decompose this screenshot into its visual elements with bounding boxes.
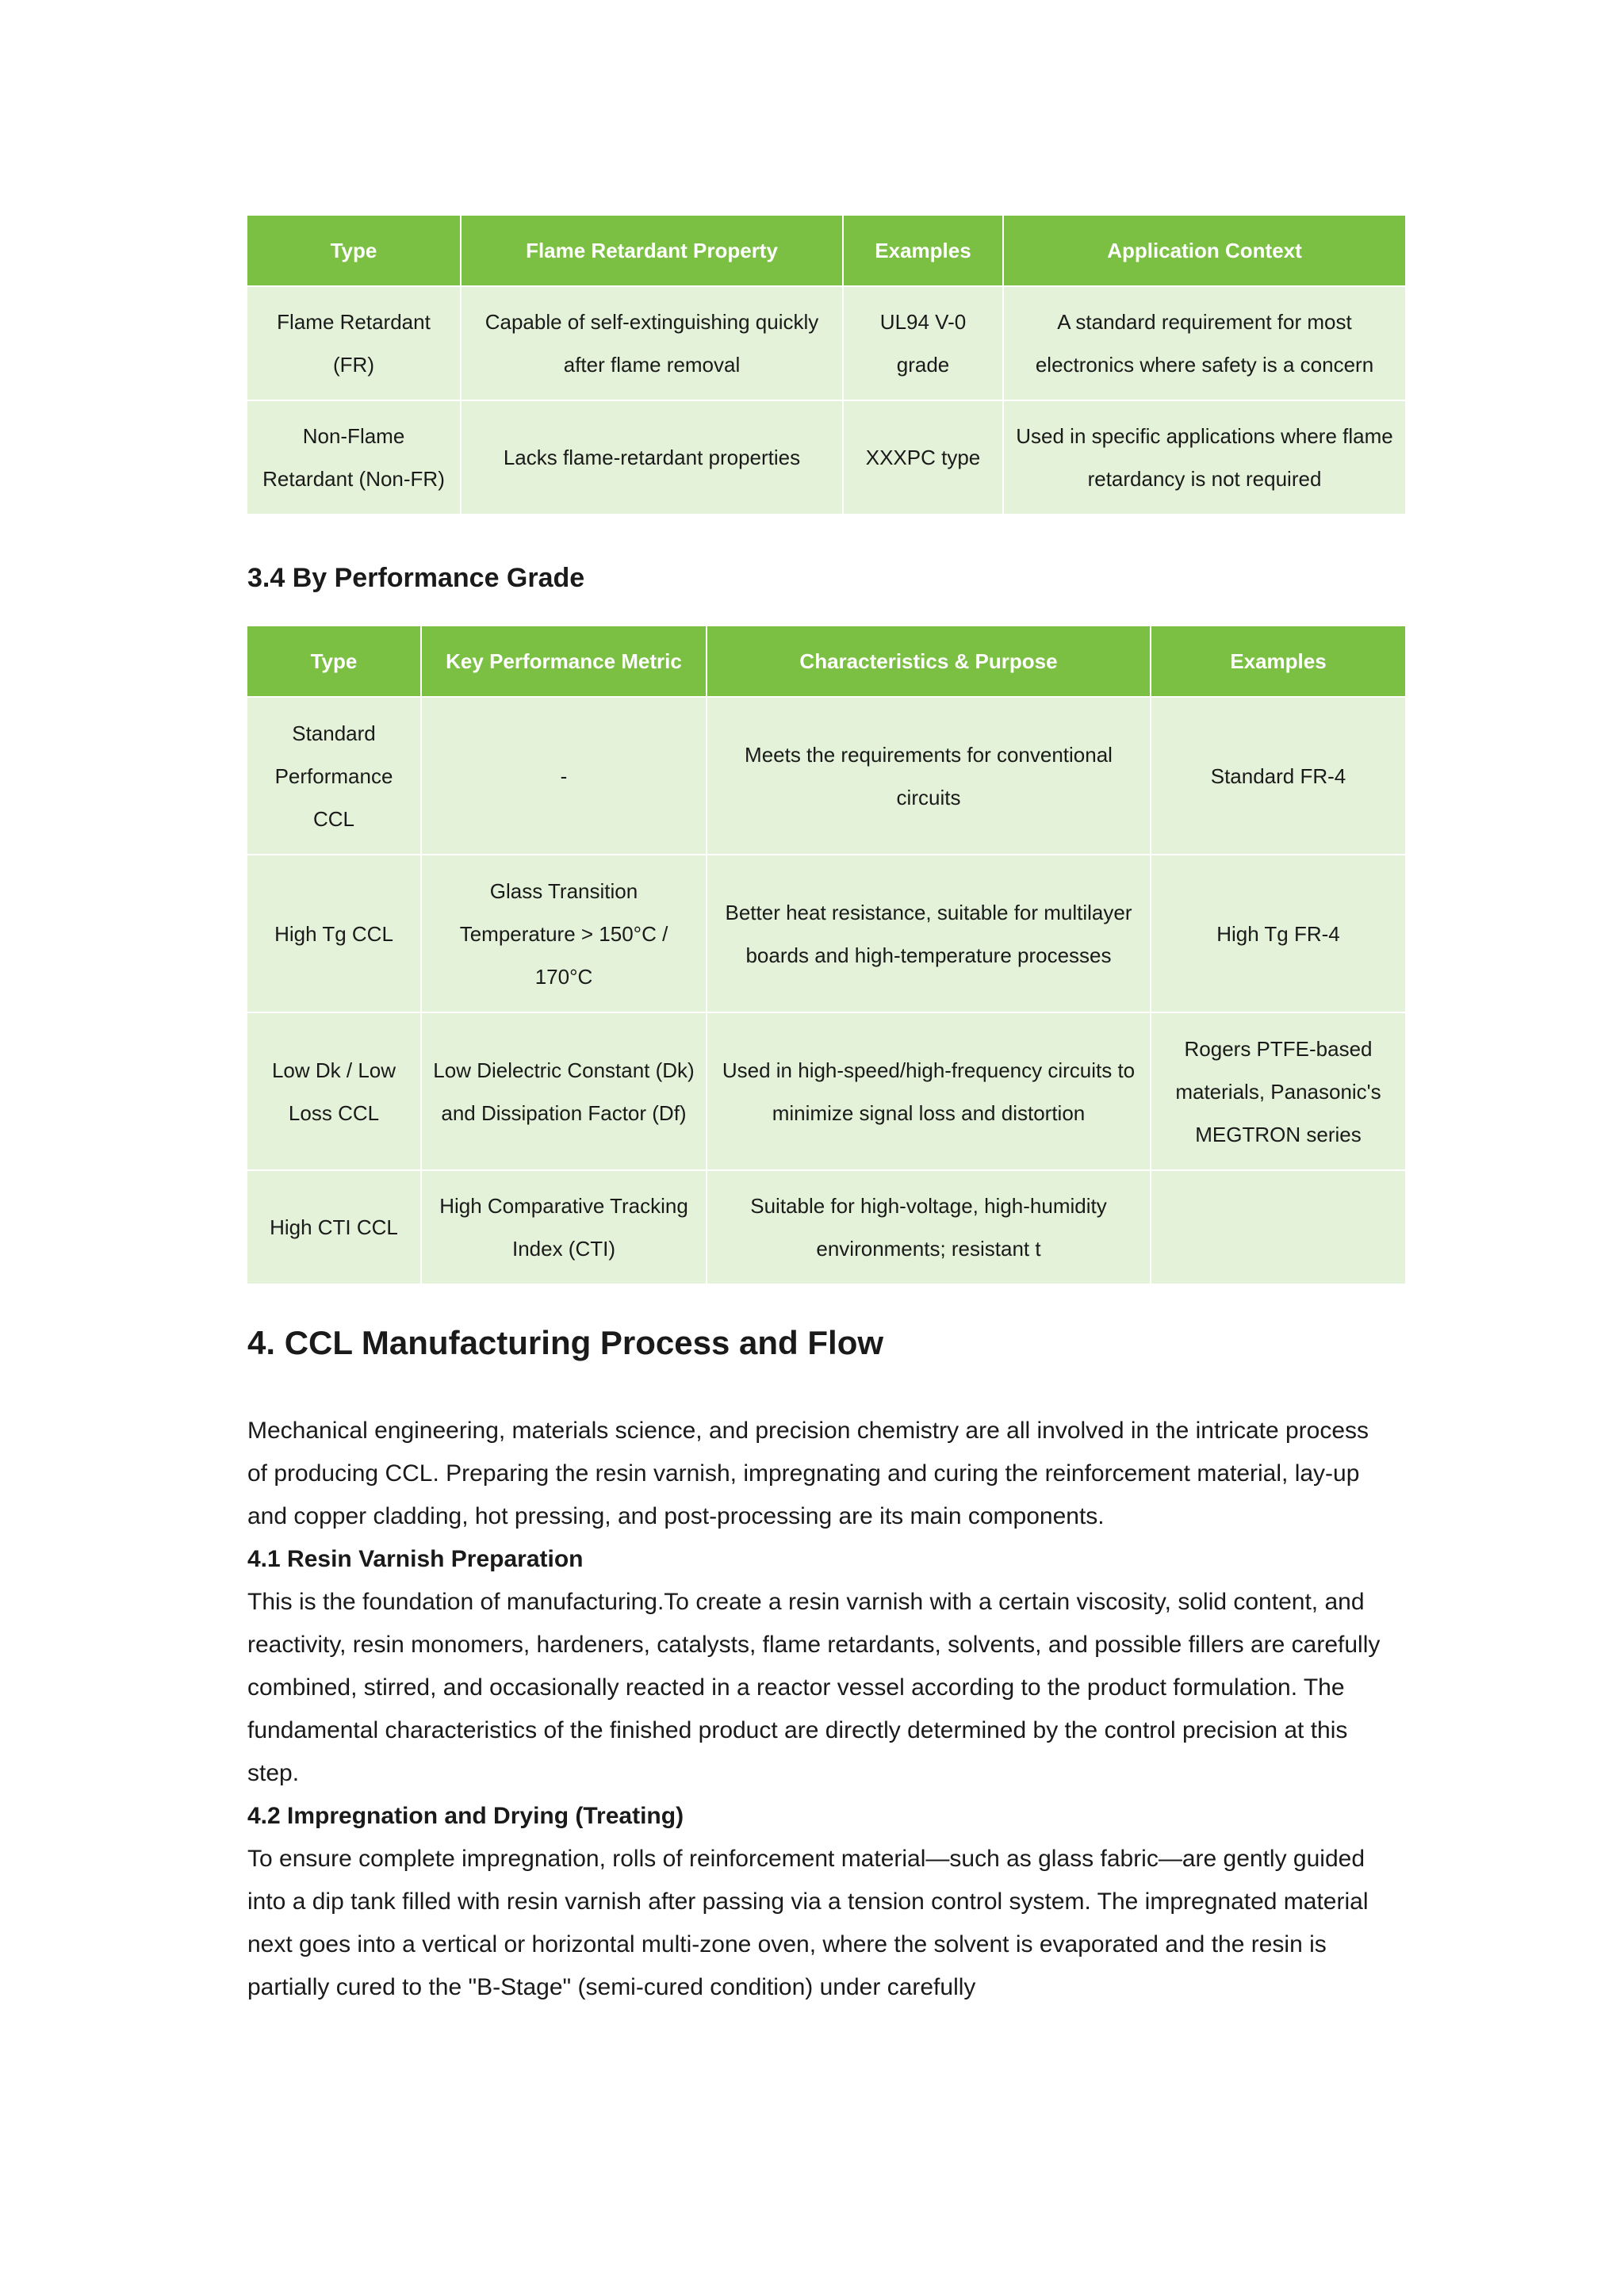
table-cell: Lacks flame-retardant properties: [461, 400, 843, 515]
table-cell: High Tg FR-4: [1151, 855, 1406, 1012]
column-header: Type: [247, 626, 421, 697]
table-cell: High Comparative Tracking Index (CTI): [421, 1170, 707, 1284]
table-cell: High CTI CCL: [247, 1170, 421, 1284]
table-cell: UL94 V-0 grade: [843, 286, 1003, 400]
table-header-row: [247, 626, 1406, 697]
table-row: [247, 286, 1406, 400]
section-heading: 3.4 By Performance Grade: [247, 563, 585, 593]
performance-grade-table: [246, 625, 1407, 1285]
table-row: [247, 855, 1406, 1012]
column-header: Key Performance Metric: [421, 626, 707, 697]
table-row: [247, 697, 1406, 855]
section-body: [247, 1410, 1389, 2009]
table-cell: [1151, 1170, 1406, 1284]
column-header: Flame Retardant Property: [461, 215, 843, 286]
table-cell: Standard FR-4: [1151, 697, 1406, 855]
subsection-paragraph: This is the foundation of manufacturing.To create a resin varnish with a certain viscosity, solid content, and reactivity, resin monomers, hardeners, catalysts, flame retardants, solvents, and possible fillers are carefully combined, stirred, and occasionally reacted in a reactor vessel according to the product formulation. The fundamental characteristics of the finished product are directly determined by the control precision at this step.: [247, 1589, 1381, 1786]
table-cell: Rogers PTFE-based materials, Panasonic's MEGTRON series: [1151, 1012, 1406, 1170]
table-cell: A standard requirement for most electronics where safety is a concern: [1003, 286, 1406, 400]
table-cell: Used in specific applications where flame retardancy is not required: [1003, 400, 1406, 515]
table-row: [247, 1170, 1406, 1284]
column-header: Type: [247, 215, 461, 286]
table-row: [247, 1012, 1406, 1170]
table-cell: -: [421, 697, 707, 855]
table-cell: Flame Retardant (FR): [247, 286, 461, 400]
table-cell: Meets the requirements for conventional circuits: [707, 697, 1151, 855]
table-cell: Used in high-speed/high-frequency circuits to minimize signal loss and distortion: [707, 1012, 1151, 1170]
table-cell: Low Dk / Low Loss CCL: [247, 1012, 421, 1170]
subsection-heading: 4.1 Resin Varnish Preparation: [247, 1546, 584, 1572]
table-cell: XXXPC type: [843, 400, 1003, 515]
table-header-row: [247, 215, 1406, 286]
section-heading: 4. CCL Manufacturing Process and Flow: [247, 1324, 884, 1361]
column-header: Examples: [1151, 626, 1406, 697]
column-header: Characteristics & Purpose: [707, 626, 1151, 697]
table-row: [247, 400, 1406, 515]
table-cell: Capable of self-extinguishing quickly after flame removal: [461, 286, 843, 400]
table-cell: Better heat resistance, suitable for multilayer boards and high-temperature processes: [707, 855, 1151, 1012]
table-cell: Standard Performance CCL: [247, 697, 421, 855]
intro-paragraph: Mechanical engineering, materials science, and precision chemistry are all involved in the intricate process of producing CCL. Preparing the resin varnish, impregnating and curing the reinforcement material, lay-up and copper cladding, hot pressing, and post-processing are its main components.: [247, 1418, 1369, 1529]
subsection-heading: 4.2 Impregnation and Drying (Treating): [247, 1803, 684, 1829]
table-cell: Low Dielectric Constant (Dk) and Dissipation Factor (Df): [421, 1012, 707, 1170]
column-header: Examples: [843, 215, 1003, 286]
column-header: Application Context: [1003, 215, 1406, 286]
table-cell: Glass Transition Temperature > 150°C / 170°C: [421, 855, 707, 1012]
table-cell: Non-Flame Retardant (Non-FR): [247, 400, 461, 515]
table-cell: High Tg CCL: [247, 855, 421, 1012]
flame-retardant-table: [246, 214, 1407, 515]
subsection-paragraph: To ensure complete impregnation, rolls of reinforcement material—such as glass fabric—are gently guided into a dip tank filled with resin varnish after passing via a tension control system. The impregnated material next goes into a vertical or horizontal multi-zone oven, where the solvent is evaporated and the resin is partially cured to the "B-Stage" (semi-cured condition) under carefully: [247, 1846, 1369, 2000]
table-cell: Suitable for high-voltage, high-humidity environments; resistant t: [707, 1170, 1151, 1284]
